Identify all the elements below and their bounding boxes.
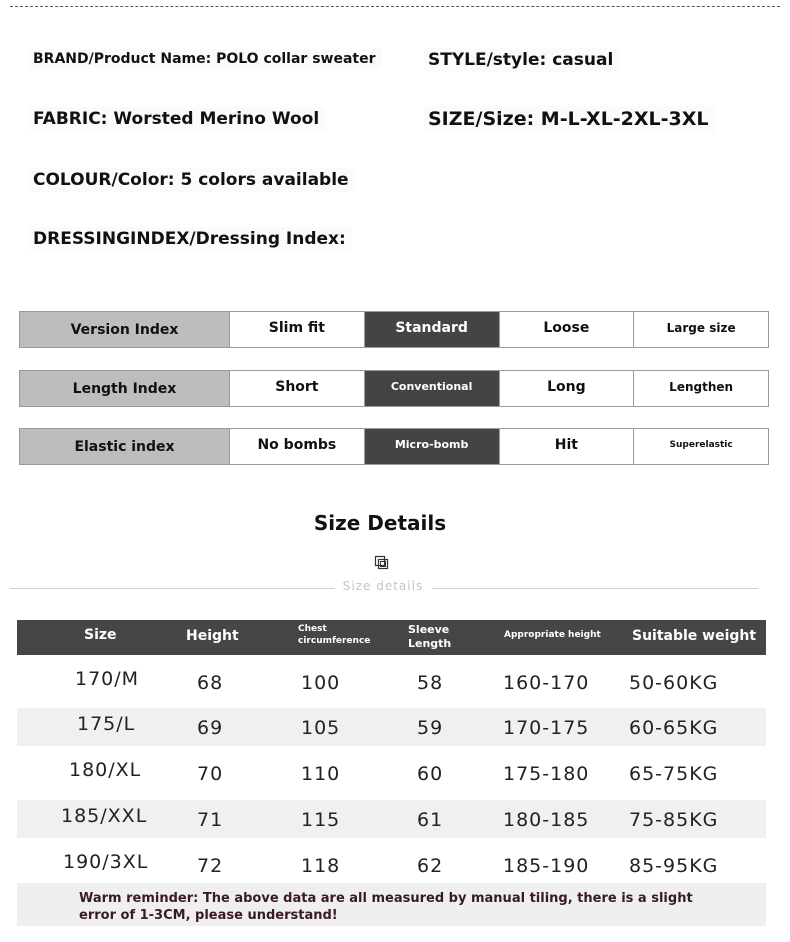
cell-appropriate-height: 170-175 (503, 717, 590, 739)
header-sleeve: Sleeve Length (408, 623, 452, 650)
cell-size: 185/XXL (61, 805, 148, 827)
table-row (17, 708, 766, 746)
header-size: Size (84, 627, 117, 643)
index-option-active: Standard (364, 312, 499, 347)
header-appropriate-height: Appropriate height (504, 630, 601, 640)
index-option: Loose (499, 312, 634, 347)
warm-reminder-box (17, 883, 766, 926)
cell-sleeve: 59 (417, 717, 444, 739)
table-row (17, 800, 766, 838)
cell-suitable-weight: 65-75KG (629, 763, 719, 785)
cell-suitable-weight: 75-85KG (629, 809, 719, 831)
header-height: Height (186, 628, 239, 644)
brand-info: BRAND/Product Name: POLO collar sweater (29, 49, 382, 69)
cell-height: 69 (197, 717, 224, 739)
cell-sleeve: 61 (417, 809, 444, 831)
cell-height: 68 (197, 672, 224, 694)
cell-size: 190/3XL (63, 851, 149, 873)
cell-suitable-weight: 50-60KG (629, 672, 719, 694)
cell-suitable-weight: 60-65KG (629, 717, 719, 739)
cell-chest: 105 (301, 717, 341, 739)
cell-height: 71 (197, 809, 224, 831)
length-index-label: Length Index (20, 371, 229, 406)
cell-chest: 118 (301, 855, 341, 877)
version-index-label: Version Index (20, 312, 229, 347)
index-option: Lengthen (633, 371, 768, 406)
copy-icon (374, 555, 390, 571)
cell-suitable-weight: 85-95KG (629, 855, 719, 877)
cell-chest: 100 (301, 672, 341, 694)
colour-info: COLOUR/Color: 5 colors available (29, 168, 355, 192)
index-option: Slim fit (229, 312, 364, 347)
cell-size: 175/L (77, 713, 136, 735)
index-option: Superelastic (633, 429, 768, 464)
table-row (17, 846, 766, 884)
cell-sleeve: 62 (417, 855, 444, 877)
index-option-active: Conventional (364, 371, 499, 406)
cell-height: 72 (197, 855, 224, 877)
cell-sleeve: 60 (417, 763, 444, 785)
size-details-title: Size Details (313, 511, 447, 535)
style-info: STYLE/style: casual (424, 48, 619, 72)
elastic-index-label: Elastic index (20, 429, 229, 464)
cell-size: 180/XL (69, 759, 142, 781)
cell-height: 70 (197, 763, 224, 785)
table-row (17, 754, 766, 792)
cell-chest: 115 (301, 809, 341, 831)
index-option: No bombs (229, 429, 364, 464)
index-option-active: Micro-bomb (364, 429, 499, 464)
version-index-row (19, 311, 769, 348)
length-index-row (19, 370, 769, 407)
cell-appropriate-height: 175-180 (503, 763, 590, 785)
elastic-index-row (19, 428, 769, 465)
size-table-header (17, 620, 766, 655)
table-row (17, 663, 766, 701)
warm-reminder-text: Warm reminder: The above data are all measured by manual tiling, there is a slight error of 1-3CM, please understand! (79, 891, 693, 923)
top-dashed-divider (10, 6, 780, 7)
size-info: SIZE/Size: M-L-XL-2XL-3XL (424, 106, 715, 132)
cell-appropriate-height: 160-170 (503, 672, 590, 694)
fabric-info: FABRIC: Worsted Merino Wool (29, 107, 325, 131)
header-suitable-weight: Suitable weight (632, 628, 757, 644)
size-details-subtitle: Size details (342, 579, 424, 593)
cell-chest: 110 (301, 763, 341, 785)
cell-sleeve: 58 (417, 672, 444, 694)
cell-appropriate-height: 180-185 (503, 809, 590, 831)
index-option: Long (499, 371, 634, 406)
cell-appropriate-height: 185-190 (503, 855, 590, 877)
header-chest: Chest circumference (298, 624, 371, 646)
index-option: Hit (499, 429, 634, 464)
index-option: Short (229, 371, 364, 406)
cell-size: 170/M (75, 668, 140, 690)
index-option: Large size (633, 312, 768, 347)
dressing-index-info: DRESSINGINDEX/Dressing Index: (29, 227, 352, 251)
